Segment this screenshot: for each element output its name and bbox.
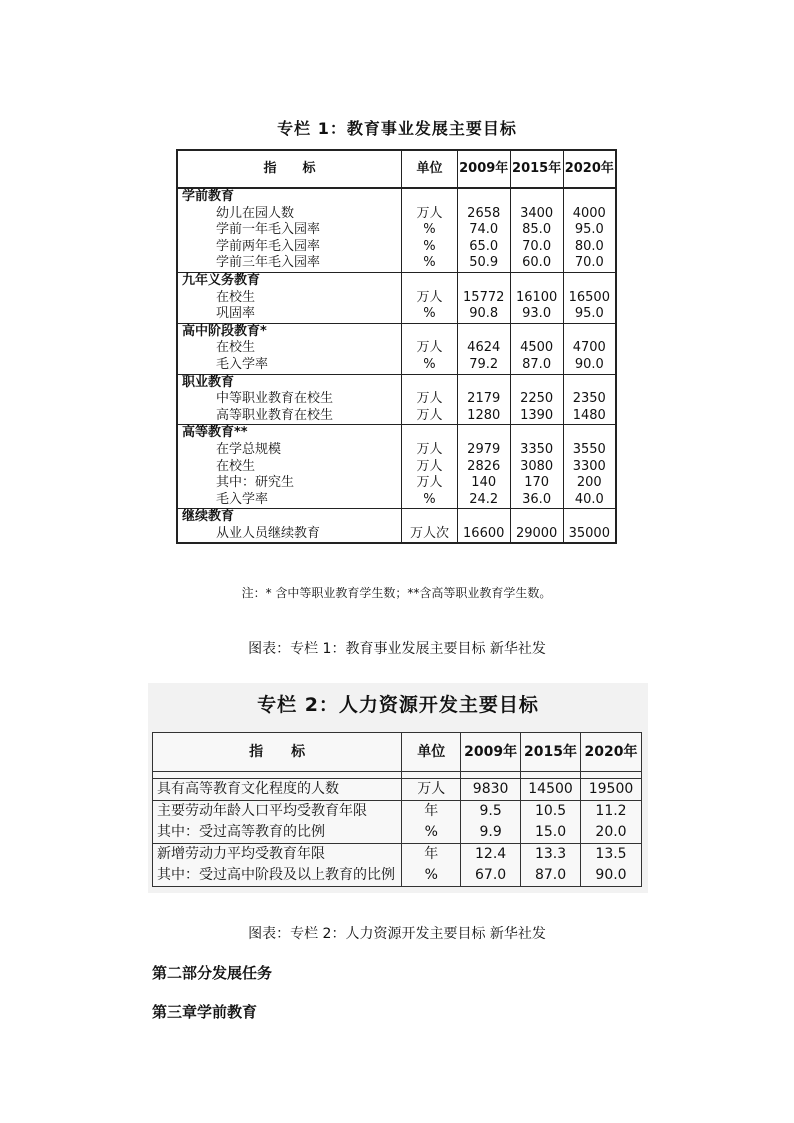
table2-row-group (153, 844, 642, 887)
table2-header-indicator: 指 标 (153, 733, 402, 772)
caption-table2: 图表：专栏 2：人力资源开发主要目标 新华社发 (248, 926, 546, 942)
table1-group-row (177, 272, 616, 323)
table1-group-name: 高等教育** (182, 425, 248, 441)
table1-item-2020: 40.0 (574, 491, 604, 507)
table1-group-spacer (564, 324, 615, 341)
table1-group-spacer (458, 425, 510, 442)
table2-row-2009: 67.0 (475, 867, 507, 883)
table1-group-spacer (402, 509, 457, 526)
table2-row-unit: % (424, 824, 438, 840)
table1-item-unit: 万人 (416, 441, 443, 457)
table1-item-2020: 1480 (572, 407, 606, 423)
table1-group-name: 九年义务教育 (182, 272, 261, 288)
table1-item-label: 在校生 (216, 289, 256, 305)
table1-group-spacer (564, 273, 615, 290)
education-targets-table (176, 149, 617, 544)
table1-item-2009: 2658 (467, 205, 501, 221)
table2-row-2015: 10.5 (534, 803, 567, 819)
table2-header-2020: 2020年 (581, 733, 642, 772)
table2-row-unit: 年 (424, 803, 439, 819)
table1-group-spacer (564, 509, 615, 526)
table2-row-label: 其中：受过高中阶段及以上教育的比例 (157, 867, 395, 883)
table1-header-row (177, 150, 616, 188)
table1-group-name: 继续教育 (182, 509, 235, 525)
table1-item-unit: % (423, 356, 436, 372)
table1-group-row (177, 323, 616, 374)
table1-item-2015: 170 (524, 475, 550, 491)
table1-item-2020: 35000 (568, 525, 610, 541)
table1-item-2009: 15772 (463, 289, 505, 305)
table1-item-label: 在学总规模 (216, 441, 282, 457)
table1-item-2009: 2179 (467, 391, 501, 407)
table1-item-2009: 2979 (467, 441, 501, 457)
table1-item-2009: 16600 (463, 525, 505, 541)
table1-item-2020: 16500 (568, 289, 610, 305)
table1-item-label: 高等职业教育在校生 (216, 407, 334, 423)
table2-gap-row (153, 772, 642, 779)
table1-item-label: 学前两年毛入园率 (216, 238, 321, 254)
table1-item-label: 中等职业教育在校生 (216, 391, 334, 407)
table1-group-spacer (511, 189, 563, 206)
section-heading-chapter: 第三章学前教育 (152, 1003, 258, 1021)
table1-item-label: 在校生 (216, 458, 256, 474)
table1-group-spacer (458, 273, 510, 290)
table2-row-label: 具有高等教育文化程度的人数 (153, 779, 402, 801)
table1-group-spacer (402, 425, 457, 442)
table1-item-2009: 79.2 (469, 356, 499, 372)
table1-item-2020: 3300 (572, 458, 606, 474)
table1-group-spacer (458, 324, 510, 341)
table1-item-2009: 2826 (467, 458, 501, 474)
table1-item-label: 从业人员继续教育 (216, 525, 321, 541)
table1-item-unit: % (423, 306, 436, 322)
table1-item-2020: 90.0 (574, 356, 604, 372)
table1-item-2009: 140 (471, 475, 497, 491)
section-heading-part: 第二部分发展任务 (152, 964, 273, 982)
table1-group-spacer (511, 509, 563, 526)
table1-item-2015: 3400 (520, 205, 554, 221)
table2-row-2009: 9.9 (479, 824, 502, 840)
table1-item-2015: 87.0 (522, 356, 552, 372)
table2-row-2009: 12.4 (475, 846, 507, 862)
table1-item-2009: 1280 (467, 407, 501, 423)
table1-group-row (177, 425, 616, 509)
table2-row-2020: 19500 (588, 781, 634, 797)
table1-item-label: 其中：研究生 (216, 475, 295, 491)
table2-row-unit: % (424, 867, 438, 883)
table1-item-2015: 4500 (520, 340, 554, 356)
table2-row (153, 779, 642, 801)
table1-item-2020: 70.0 (574, 255, 604, 271)
table1-item-unit: 万人 (416, 391, 443, 407)
table2-row-2009: 9.5 (479, 803, 502, 819)
table2-row-2015: 87.0 (534, 867, 567, 883)
table1-item-unit: 万人 (416, 407, 443, 423)
table1-item-2015: 36.0 (522, 491, 552, 507)
table1-item-unit: 万人 (416, 340, 443, 356)
table1-item-label: 幼儿在园人数 (216, 205, 295, 221)
table1-group-name: 学前教育 (182, 189, 235, 204)
table2-row-2020: 13.5 (595, 846, 627, 862)
table1-group-spacer (458, 189, 510, 206)
table1-item-unit: 万人 (416, 289, 443, 305)
table1-item-unit: % (423, 491, 436, 507)
table1-item-unit: % (423, 238, 436, 254)
table1-header-2015: 2015年 (510, 150, 563, 188)
table1-item-2009: 74.0 (469, 222, 499, 238)
table1-title: 专栏 1：教育事业发展主要目标 (277, 119, 517, 138)
table1-header-indicator: 指 标 (177, 150, 402, 188)
table2-row-unit: 年 (424, 846, 439, 862)
table1-item-2020: 4000 (572, 205, 606, 221)
table2-title: 专栏 2：人力资源开发主要目标 (257, 694, 539, 716)
table1-item-2020: 95.0 (574, 222, 604, 238)
table1-group-row (177, 374, 616, 425)
table1-item-label: 巩固率 (216, 306, 256, 322)
table1-group-spacer (402, 189, 457, 206)
table1-item-2020: 200 (576, 475, 602, 491)
table1-item-2020: 4700 (572, 340, 606, 356)
table2-row-unit: 万人 (402, 779, 461, 801)
table1-item-2020: 80.0 (574, 238, 604, 254)
table1-item-2015: 60.0 (522, 255, 552, 271)
table2-row-group (153, 801, 642, 844)
table1-group-spacer (511, 425, 563, 442)
table2-row-label: 主要劳动年龄人口平均受教育年限 (157, 803, 367, 819)
table1-item-label: 毛入学率 (216, 356, 269, 372)
table1-item-2009: 4624 (467, 340, 501, 356)
table1-item-2015: 93.0 (522, 306, 552, 322)
table2-row-2020: 90.0 (595, 867, 627, 883)
table1-group-spacer (564, 189, 615, 206)
table1-group-row (177, 188, 616, 272)
table1-item-2015: 3080 (520, 458, 554, 474)
table2-row-2020: 11.2 (595, 803, 627, 819)
table1-footnote: 注：* 含中等职业教育学生数；**含高等职业教育学生数。 (241, 586, 552, 600)
table1-group-spacer (458, 375, 510, 392)
table1-header-2009: 2009年 (457, 150, 510, 188)
table2-header-unit: 单位 (402, 733, 461, 772)
table1-group-spacer (402, 375, 457, 392)
table2-row-label: 新增劳动力平均受教育年限 (157, 846, 325, 862)
table1-item-label: 学前一年毛入园率 (216, 222, 321, 238)
table2-row-label: 其中：受过高等教育的比例 (157, 824, 325, 840)
table1-item-2015: 85.0 (522, 222, 552, 238)
table1-header-2020: 2020年 (563, 150, 616, 188)
table1-item-2015: 29000 (515, 525, 558, 541)
table1-item-2020: 95.0 (574, 306, 604, 322)
table1-item-2009: 24.2 (469, 491, 499, 507)
table1-item-2015: 3350 (520, 441, 554, 457)
table2-row-2015: 13.3 (534, 846, 567, 862)
table1-group-spacer (564, 425, 615, 442)
table2-row-2020: 20.0 (595, 824, 627, 840)
table1-group-spacer (402, 273, 457, 290)
table1-group-spacer (564, 375, 615, 392)
table2-row-2015: 15.0 (534, 824, 567, 840)
table1-item-label: 学前三年毛入园率 (216, 255, 321, 271)
table1-group-name: 高中阶段教育* (182, 323, 267, 339)
table2-row-2015: 14500 (521, 779, 581, 801)
table2-header-row (153, 733, 642, 772)
table2-header-2009: 2009年 (461, 733, 521, 772)
table1-group-spacer (458, 509, 510, 526)
table1-item-2020: 3550 (572, 441, 606, 457)
table1-group-spacer (511, 273, 563, 290)
table1-item-2015: 70.0 (522, 238, 552, 254)
table1-header-unit: 单位 (402, 150, 458, 188)
table1-item-2020: 2350 (572, 391, 606, 407)
table1-item-label: 在校生 (216, 340, 256, 356)
table1-group-row (177, 509, 616, 544)
table1-group-name: 职业教育 (182, 374, 235, 390)
table1-group-spacer (511, 375, 563, 392)
table2-header-2015: 2015年 (521, 733, 581, 772)
table1-item-2009: 65.0 (469, 238, 499, 254)
table1-item-unit: 万人次 (409, 525, 449, 541)
table1-item-2009: 50.9 (469, 255, 499, 271)
table1-item-unit: 万人 (416, 205, 443, 221)
table1-item-2015: 2250 (520, 391, 554, 407)
table1-item-unit: % (423, 255, 436, 271)
human-resources-targets-table (152, 732, 642, 887)
table1-item-unit: 万人 (416, 475, 443, 491)
table1-item-unit: 万人 (416, 458, 443, 474)
table1-item-unit: % (423, 222, 436, 238)
table2-row-2009: 9830 (461, 779, 521, 801)
table1-item-2015: 16100 (515, 289, 558, 305)
table1-item-2009: 90.8 (469, 306, 499, 322)
table1-item-label: 毛入学率 (216, 491, 269, 507)
caption-table1: 图表：专栏 1：教育事业发展主要目标 新华社发 (248, 641, 546, 657)
table1-group-spacer (402, 324, 457, 341)
table1-group-spacer (511, 324, 563, 341)
table1-item-2015: 1390 (520, 407, 554, 423)
